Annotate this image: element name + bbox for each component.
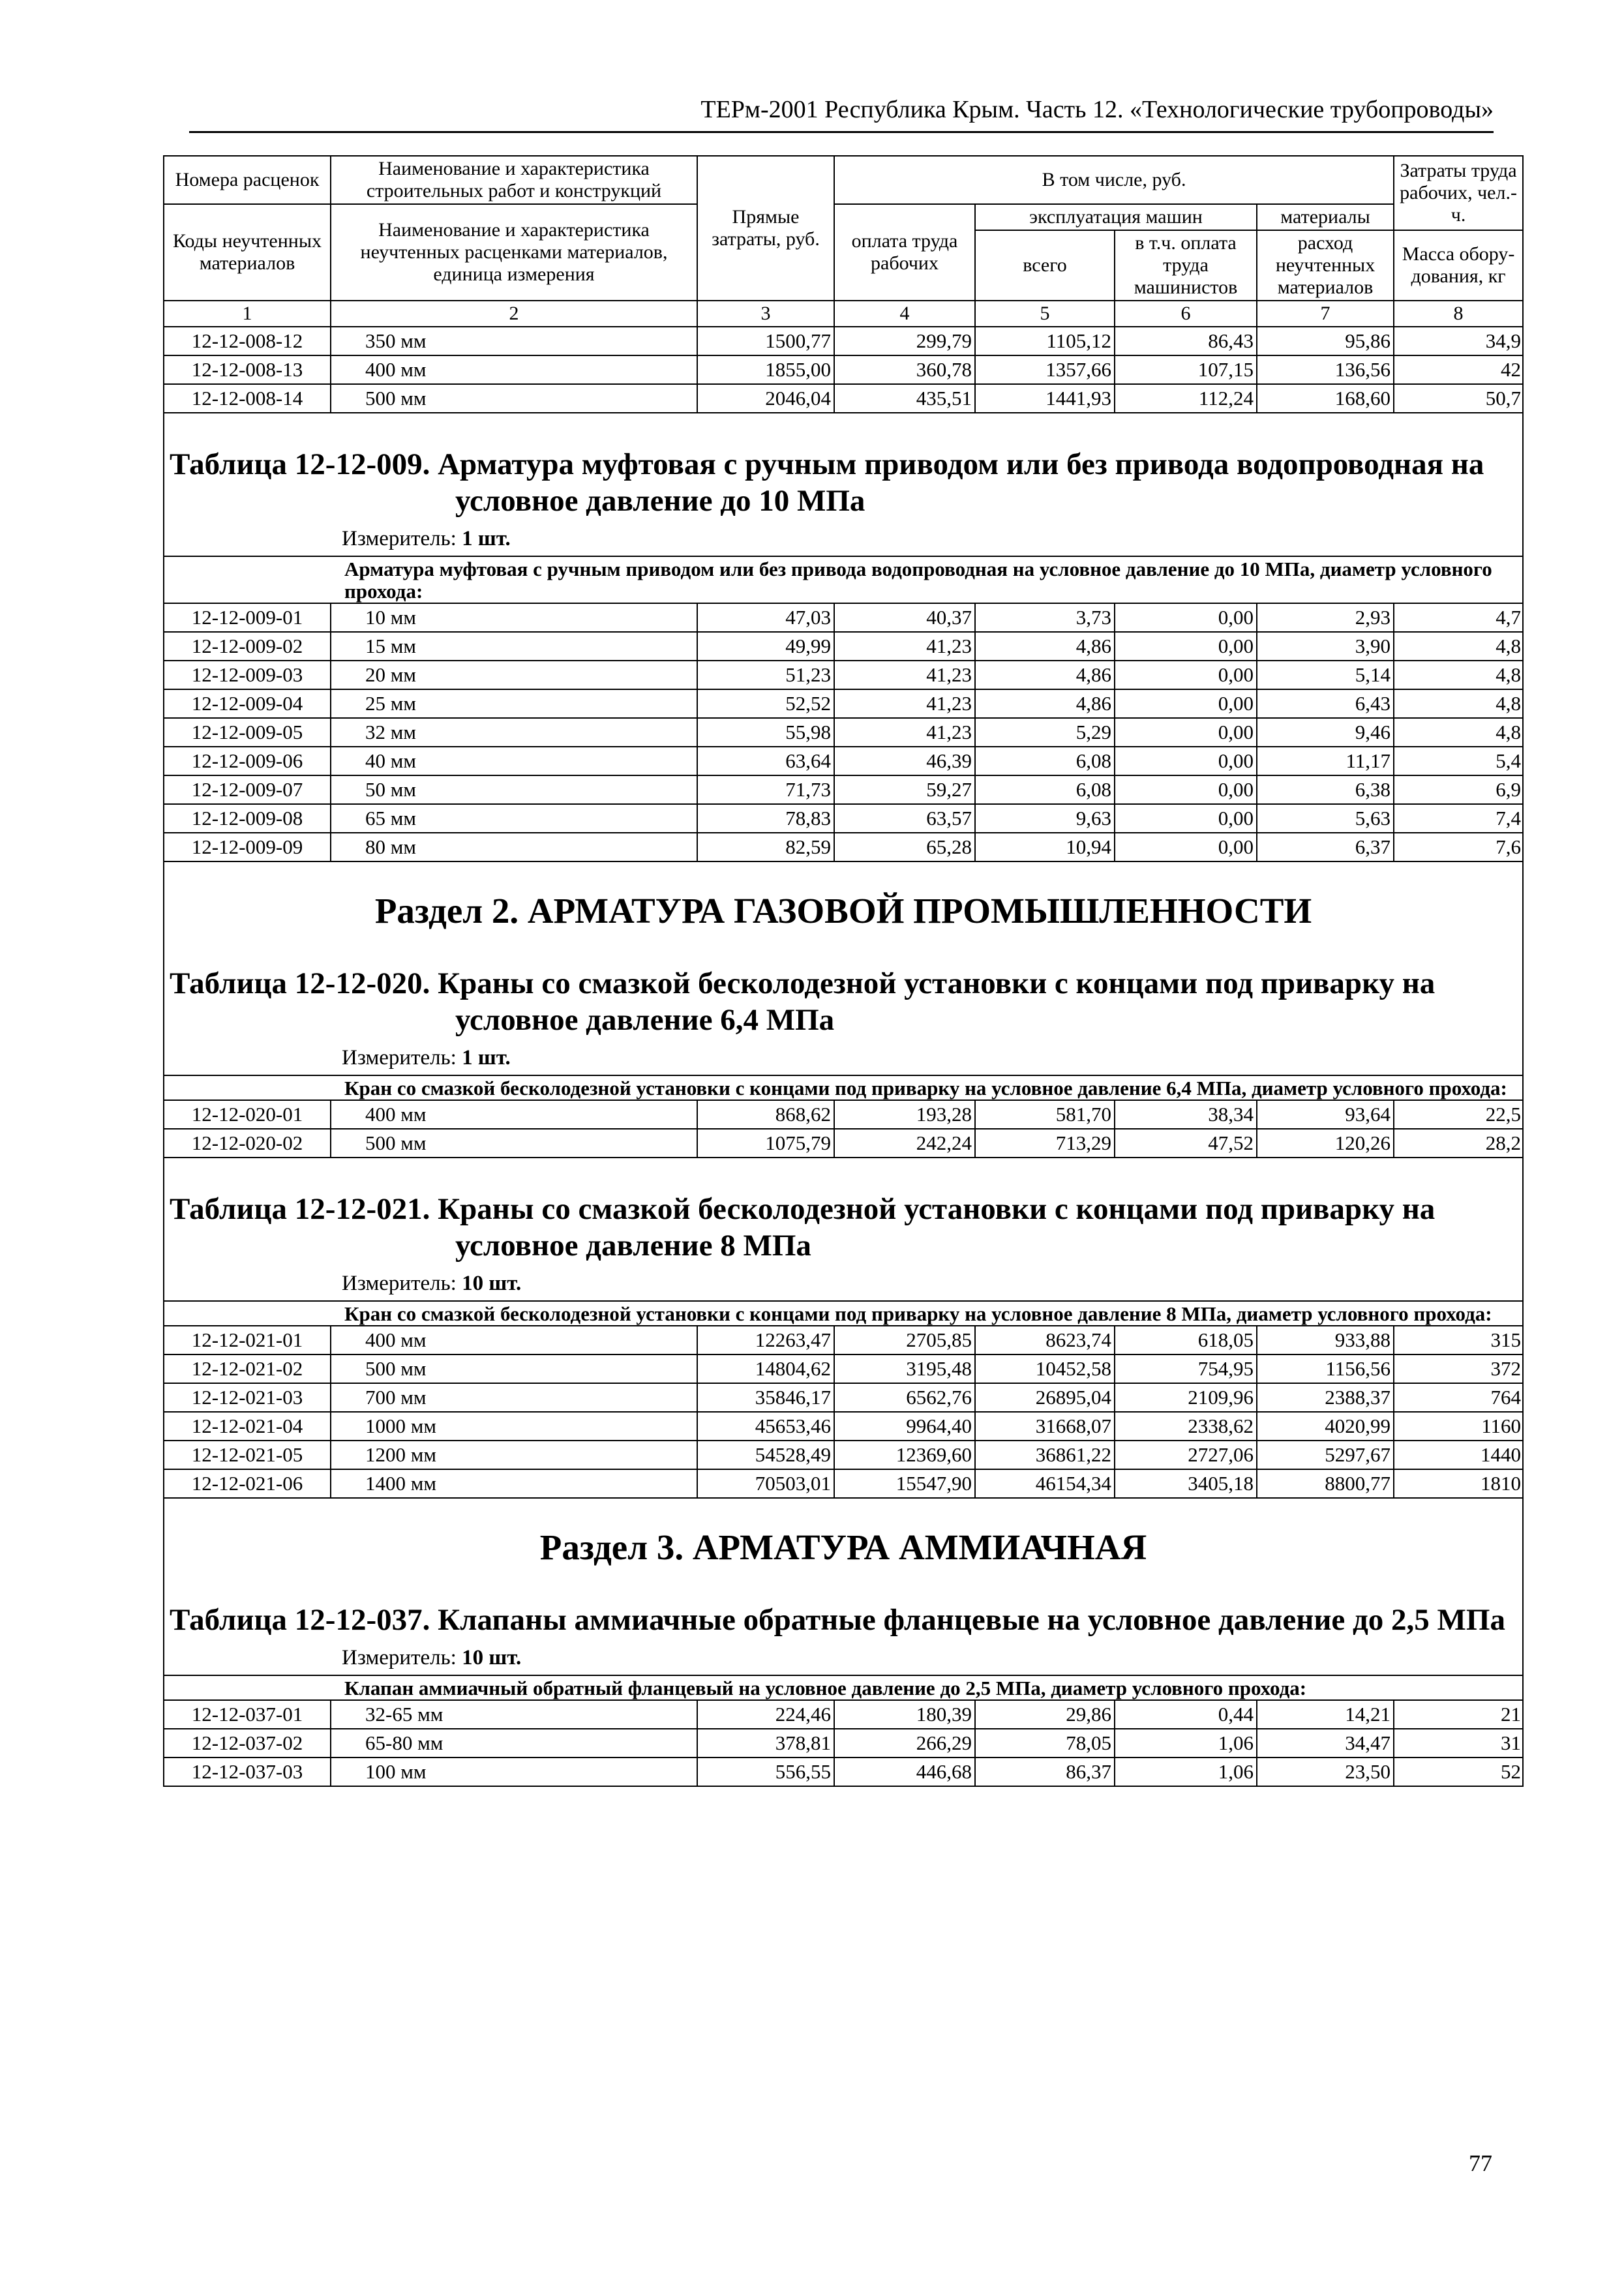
table-row [164,1441,1523,1469]
col-number: 4 [834,301,975,327]
rate-code: 12-12-021-03 [164,1383,331,1412]
table-row [164,1326,1523,1354]
machine-total: 46154,34 [975,1469,1115,1498]
hdr-nomera: Номера расценок [164,156,331,204]
t037-heading [164,1498,1523,1675]
machinist-pay: 0,00 [1115,689,1257,718]
top-rows [164,327,1523,413]
measure-label: Измеритель: [342,1046,457,1070]
t009-measure [164,526,1522,552]
labor-pay: 9964,40 [834,1412,975,1441]
materials: 136,56 [1257,355,1394,384]
labor-or-mass: 4,8 [1394,632,1523,661]
header-row-1 [164,156,1523,204]
t020-measure [164,1045,1522,1071]
table-row [164,1700,1523,1729]
direct-cost: 47,03 [697,603,834,632]
work-name: 40 мм [331,747,697,775]
rate-code: 12-12-008-14 [164,384,331,413]
direct-cost: 78,83 [697,804,834,833]
machinist-pay: 0,00 [1115,833,1257,861]
labor-or-mass: 1810 [1394,1469,1523,1498]
work-name: 80 мм [331,833,697,861]
labor-or-mass: 1440 [1394,1441,1523,1469]
rates-table [163,155,1524,1787]
labor-pay: 2705,85 [834,1326,975,1354]
rate-code: 12-12-008-13 [164,355,331,384]
machine-total: 26895,04 [975,1383,1115,1412]
table-row [164,661,1523,689]
table-row [164,1469,1523,1498]
labor-or-mass: 6,9 [1394,775,1523,804]
table-row [164,1129,1523,1158]
machinist-pay: 2338,62 [1115,1412,1257,1441]
labor-pay: 59,27 [834,775,975,804]
machine-total: 29,86 [975,1700,1115,1729]
materials: 34,47 [1257,1729,1394,1758]
labor-or-mass: 34,9 [1394,327,1523,355]
measure-value: 1 шт. [462,1046,511,1070]
labor-pay: 65,28 [834,833,975,861]
work-name: 400 мм [331,1326,697,1354]
labor-pay: 180,39 [834,1700,975,1729]
direct-cost: 82,59 [697,833,834,861]
machine-total: 6,08 [975,747,1115,775]
direct-cost: 49,99 [697,632,834,661]
t020-heading [164,861,1523,1075]
col-number: 5 [975,301,1115,327]
t020-title: Таблица 12-12-020. Краны со смазкой бесколодезной установки с концами под приварку на условное давление 6,4 МПа [170,966,1436,1037]
machine-total: 86,37 [975,1758,1115,1786]
t037-title: Таблица 12-12-037. Клапаны аммиачные обратные фланцевые на условное давление до 2,5 МПа [170,1603,1505,1637]
col-number: 7 [1257,301,1394,327]
rate-code: 12-12-021-01 [164,1326,331,1354]
hdr-pryamye: Прямые затраты, руб. [697,156,834,301]
measure-value: 10 шт. [462,1272,522,1295]
work-name: 10 мм [331,603,697,632]
labor-or-mass: 28,2 [1394,1129,1523,1158]
table-row [164,1383,1523,1412]
t021-title: Таблица 12-12-021. Краны со смазкой бесколодезной установки с концами под приварку на условное давление 8 МПа [170,1192,1436,1263]
measure-value: 10 шт. [462,1646,522,1669]
rate-code: 12-12-037-03 [164,1758,331,1786]
rate-code: 12-12-009-08 [164,804,331,833]
labor-pay: 41,23 [834,718,975,747]
machine-total: 1441,93 [975,384,1115,413]
rate-code: 12-12-021-04 [164,1412,331,1441]
labor-pay: 15547,90 [834,1469,975,1498]
t020-desc: Кран со смазкой бесколодезной установки с концами под приварку на условное давление 6,4 МПа, диаметр условного прохода: [164,1075,1523,1100]
machinist-pay: 1,06 [1115,1758,1257,1786]
direct-cost: 51,23 [697,661,834,689]
labor-or-mass: 7,6 [1394,833,1523,861]
table-row [164,1100,1523,1129]
materials: 168,60 [1257,384,1394,413]
t021-heading [164,1158,1523,1301]
hdr-v-tch: в т.ч. оплата труда машинистов [1115,230,1257,301]
direct-cost: 14804,62 [697,1354,834,1383]
labor-or-mass: 764 [1394,1383,1523,1412]
table-row [164,1412,1523,1441]
t037-measure [164,1645,1522,1671]
machine-total: 31668,07 [975,1412,1115,1441]
materials: 2,93 [1257,603,1394,632]
materials: 1156,56 [1257,1354,1394,1383]
labor-pay: 40,37 [834,603,975,632]
materials: 11,17 [1257,747,1394,775]
materials: 95,86 [1257,327,1394,355]
materials: 8800,77 [1257,1469,1394,1498]
t020-desc-row [164,1075,1523,1100]
labor-or-mass: 42 [1394,355,1523,384]
t037-desc-row [164,1675,1523,1700]
machinist-pay: 0,00 [1115,747,1257,775]
machine-total: 78,05 [975,1729,1115,1758]
labor-pay: 3195,48 [834,1354,975,1383]
t021-desc: Кран со смазкой бесколодезной установки с концами под приварку на условное давление 8 МПа, диаметр условного прохода: [164,1301,1523,1326]
labor-or-mass: 7,4 [1394,804,1523,833]
direct-cost: 52,52 [697,689,834,718]
table-row [164,603,1523,632]
machinist-pay: 107,15 [1115,355,1257,384]
work-name: 25 мм [331,689,697,718]
machine-total: 10,94 [975,833,1115,861]
machinist-pay: 86,43 [1115,327,1257,355]
labor-or-mass: 372 [1394,1354,1523,1383]
machine-total: 9,63 [975,804,1115,833]
table-row [164,689,1523,718]
t020-rows [164,1100,1523,1158]
section-3-title: Раздел 3. АРМАТУРА АММИАЧНАЯ [539,1527,1147,1567]
rate-code: 12-12-009-06 [164,747,331,775]
hdr-rashod: расход неучтенных материалов [1257,230,1394,301]
rate-code: 12-12-037-02 [164,1729,331,1758]
work-name: 400 мм [331,1100,697,1129]
labor-pay: 299,79 [834,327,975,355]
col-number: 3 [697,301,834,327]
hdr-naim1: Наименование и характеристика строительных работ и конструкций [331,156,697,204]
labor-or-mass: 1160 [1394,1412,1523,1441]
hdr-vsego: всего [975,230,1115,301]
machine-total: 6,08 [975,775,1115,804]
t009-desc: Арматура муфтовая с ручным приводом или без привода водопроводная на условное давление до 10 МПа, диаметр условного прохода: [164,556,1523,603]
table-row [164,327,1523,355]
measure-label: Измеритель: [342,1646,457,1669]
materials: 6,37 [1257,833,1394,861]
col-number: 6 [1115,301,1257,327]
direct-cost: 556,55 [697,1758,834,1786]
direct-cost: 12263,47 [697,1326,834,1354]
t009-rows [164,603,1523,861]
t021-rows [164,1326,1523,1498]
direct-cost: 224,46 [697,1700,834,1729]
column-numbers-row [164,301,1523,327]
materials: 6,43 [1257,689,1394,718]
work-name: 65-80 мм [331,1729,697,1758]
machine-total: 1105,12 [975,327,1115,355]
rate-code: 12-12-021-05 [164,1441,331,1469]
labor-pay: 446,68 [834,1758,975,1786]
rate-code: 12-12-009-03 [164,661,331,689]
work-name: 500 мм [331,1129,697,1158]
page-number: 77 [1469,2150,1492,2176]
labor-pay: 266,29 [834,1729,975,1758]
machinist-pay: 618,05 [1115,1326,1257,1354]
labor-or-mass: 5,4 [1394,747,1523,775]
labor-or-mass: 4,8 [1394,661,1523,689]
work-name: 350 мм [331,327,697,355]
materials: 23,50 [1257,1758,1394,1786]
labor-or-mass: 4,8 [1394,689,1523,718]
materials: 5,63 [1257,804,1394,833]
machinist-pay: 2109,96 [1115,1383,1257,1412]
machine-total: 10452,58 [975,1354,1115,1383]
labor-or-mass: 50,7 [1394,384,1523,413]
table-row [164,775,1523,804]
direct-cost: 55,98 [697,718,834,747]
hdr-v-tom-chisle: В том числе, руб. [834,156,1394,204]
direct-cost: 45653,46 [697,1412,834,1441]
labor-pay: 41,23 [834,632,975,661]
hdr-kody: Коды неучтенных материалов [164,204,331,301]
materials: 6,38 [1257,775,1394,804]
machinist-pay: 0,00 [1115,632,1257,661]
materials: 2388,37 [1257,1383,1394,1412]
materials: 933,88 [1257,1326,1394,1354]
labor-or-mass: 4,8 [1394,718,1523,747]
machine-total: 5,29 [975,718,1115,747]
work-name: 65 мм [331,804,697,833]
table-row [164,747,1523,775]
measure-label: Измеритель: [342,527,457,550]
header-rule [189,131,1494,133]
materials: 5297,67 [1257,1441,1394,1469]
rate-code: 12-12-009-04 [164,689,331,718]
materials: 3,90 [1257,632,1394,661]
machinist-pay: 112,24 [1115,384,1257,413]
work-name: 100 мм [331,1758,697,1786]
labor-or-mass: 52 [1394,1758,1523,1786]
table-row [164,1729,1523,1758]
rate-code: 12-12-021-02 [164,1354,331,1383]
work-name: 1200 мм [331,1441,697,1469]
header-row-2 [164,204,1523,230]
materials: 14,21 [1257,1700,1394,1729]
t009-title: Таблица 12-12-009. Арматура муфтовая с ручным приводом или без привода водопроводная на условное давление до 10 МПа [170,447,1484,518]
labor-pay: 41,23 [834,689,975,718]
machinist-pay: 1,06 [1115,1729,1257,1758]
col-number: 8 [1394,301,1523,327]
materials: 5,14 [1257,661,1394,689]
t037-desc: Клапан аммиачный обратный фланцевый на условное давление до 2,5 МПа, диаметр условного прохода: [164,1675,1523,1700]
work-name: 32-65 мм [331,1700,697,1729]
materials: 93,64 [1257,1100,1394,1129]
machine-total: 4,86 [975,689,1115,718]
labor-pay: 6562,76 [834,1383,975,1412]
measure-label: Измеритель: [342,1272,457,1295]
rate-code: 12-12-008-12 [164,327,331,355]
machine-total: 3,73 [975,603,1115,632]
direct-cost: 2046,04 [697,384,834,413]
rate-code: 12-12-009-09 [164,833,331,861]
materials: 9,46 [1257,718,1394,747]
hdr-oplata: оплата труда рабочих [834,204,975,301]
direct-cost: 1500,77 [697,327,834,355]
hdr-zatraty: Затраты труда рабочих, чел.-ч. [1394,156,1523,230]
work-name: 1400 мм [331,1469,697,1498]
work-name: 32 мм [331,718,697,747]
labor-pay: 41,23 [834,661,975,689]
machinist-pay: 0,00 [1115,718,1257,747]
rate-code: 12-12-009-02 [164,632,331,661]
rate-code: 12-12-020-01 [164,1100,331,1129]
labor-pay: 12369,60 [834,1441,975,1469]
table-row [164,1354,1523,1383]
machinist-pay: 0,00 [1115,804,1257,833]
machinist-pay: 47,52 [1115,1129,1257,1158]
hdr-naim2: Наименование и характеристика неучтенных расценками материалов, единица измерения [331,204,697,301]
rate-code: 12-12-020-02 [164,1129,331,1158]
col-number: 1 [164,301,331,327]
machinist-pay: 0,00 [1115,775,1257,804]
section-2-title: Раздел 2. АРМАТУРА ГАЗОВОЙ ПРОМЫШЛЕННОСТИ [374,891,1312,931]
rate-code: 12-12-009-05 [164,718,331,747]
machine-total: 8623,74 [975,1326,1115,1354]
work-name: 1000 мм [331,1412,697,1441]
labor-pay: 360,78 [834,355,975,384]
materials: 4020,99 [1257,1412,1394,1441]
table-row [164,1758,1523,1786]
hdr-materialy: материалы [1257,204,1394,230]
t009-desc-row [164,556,1523,603]
rate-code: 12-12-037-01 [164,1700,331,1729]
labor-or-mass: 4,7 [1394,603,1523,632]
machine-total: 1357,66 [975,355,1115,384]
rate-code: 12-12-009-07 [164,775,331,804]
running-header: ТЕРм-2001 Республика Крым. Часть 12. «Технологические трубопроводы» [700,96,1494,123]
labor-or-mass: 22,5 [1394,1100,1523,1129]
machinist-pay: 2727,06 [1115,1441,1257,1469]
table-row [164,718,1523,747]
labor-pay: 435,51 [834,384,975,413]
direct-cost: 1075,79 [697,1129,834,1158]
table-row [164,833,1523,861]
table-row [164,632,1523,661]
table-row [164,355,1523,384]
machine-total: 581,70 [975,1100,1115,1129]
machine-total: 713,29 [975,1129,1115,1158]
direct-cost: 868,62 [697,1100,834,1129]
hdr-massa: Масса обору-дования, кг [1394,230,1523,301]
t009-heading [164,413,1523,556]
t021-desc-row [164,1301,1523,1326]
machine-total: 4,86 [975,632,1115,661]
table-row [164,804,1523,833]
labor-pay: 63,57 [834,804,975,833]
rate-code: 12-12-021-06 [164,1469,331,1498]
direct-cost: 70503,01 [697,1469,834,1498]
direct-cost: 54528,49 [697,1441,834,1469]
work-name: 700 мм [331,1383,697,1412]
machinist-pay: 0,00 [1115,603,1257,632]
labor-pay: 242,24 [834,1129,975,1158]
machinist-pay: 3405,18 [1115,1469,1257,1498]
machine-total: 4,86 [975,661,1115,689]
work-name: 500 мм [331,384,697,413]
direct-cost: 378,81 [697,1729,834,1758]
labor-or-mass: 21 [1394,1700,1523,1729]
machinist-pay: 38,34 [1115,1100,1257,1129]
labor-pay: 193,28 [834,1100,975,1129]
labor-pay: 46,39 [834,747,975,775]
table-row [164,384,1523,413]
work-name: 20 мм [331,661,697,689]
machinist-pay: 0,44 [1115,1700,1257,1729]
machinist-pay: 0,00 [1115,661,1257,689]
t037-rows [164,1700,1523,1786]
t021-measure [164,1270,1522,1296]
direct-cost: 35846,17 [697,1383,834,1412]
materials: 120,26 [1257,1129,1394,1158]
hdr-ekspl: эксплуатация машин [975,204,1257,230]
rate-code: 12-12-009-01 [164,603,331,632]
direct-cost: 71,73 [697,775,834,804]
work-name: 400 мм [331,355,697,384]
machine-total: 36861,22 [975,1441,1115,1469]
direct-cost: 63,64 [697,747,834,775]
labor-or-mass: 31 [1394,1729,1523,1758]
work-name: 50 мм [331,775,697,804]
measure-value: 1 шт. [462,527,511,550]
work-name: 500 мм [331,1354,697,1383]
labor-or-mass: 315 [1394,1326,1523,1354]
col-number: 2 [331,301,697,327]
work-name: 15 мм [331,632,697,661]
machinist-pay: 754,95 [1115,1354,1257,1383]
direct-cost: 1855,00 [697,355,834,384]
